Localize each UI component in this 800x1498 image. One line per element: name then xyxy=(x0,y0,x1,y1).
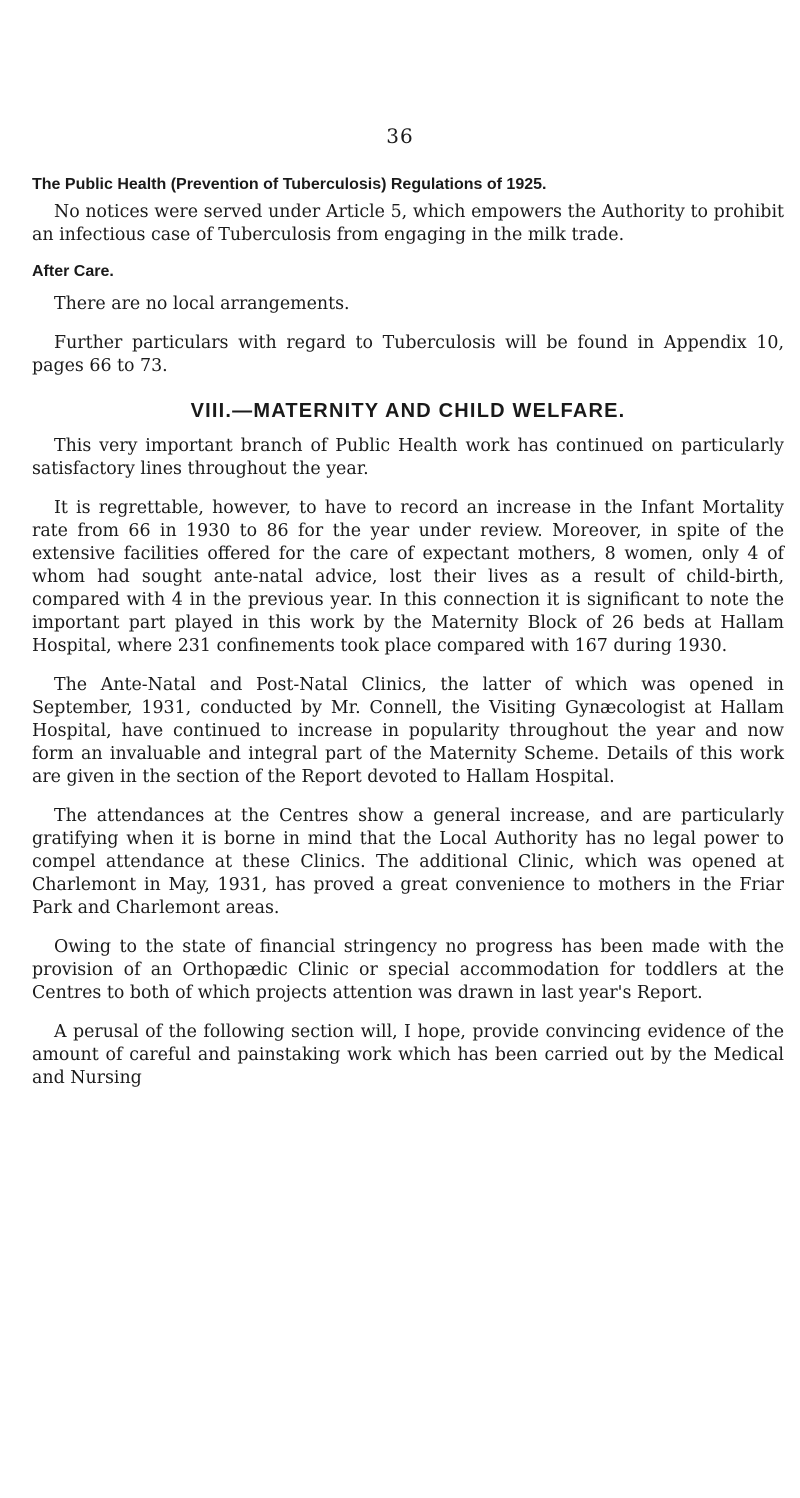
tb-regulations-heading: The Public Health (Prevention of Tuberculosis) Regulations of 1925. xyxy=(32,176,547,193)
maternity-paragraph-2: It is regrettable, however, to have to record an increase in the Infant Mortality rate from 66 in 1930 to 86 for the year under review. Moreover, in spite of the extensive facilities offered for the care of expectant mothers, 8 women, only 4 of whom had sought ante-natal advice, lost their lives as a result of child-birth, compared with 4 in the previous year. In this connection it is significant to note the important part played in this work by the Maternity Block of 26 beds at Hallam Hospital, where 231 confinements took place compared with 167 during 1930. xyxy=(32,498,784,656)
page-number: 36 xyxy=(386,124,414,148)
after-care-paragraph-2: Further particulars with regard to Tuberculosis will be found in Appendix 10, pages 66 to 73. xyxy=(32,333,784,376)
after-care-heading: After Care. xyxy=(32,263,114,280)
maternity-paragraph-3: The Ante-Natal and Post-Natal Clinics, the latter of which was opened in September, 1931, conducted by Mr. Connell, the Visiting Gynæcologist at Hallam Hospital, have continued to increase in popularity throughout the year and now form an invaluable and integral part of the Maternity Scheme. Details of this work are given in the section of the Report devoted to Hallam Hospital. xyxy=(32,675,784,787)
text-column xyxy=(32,166,784,1090)
maternity-paragraph-1: This very important branch of Public Health work has continued on particularly satisfactory lines throughout the year. xyxy=(32,436,784,479)
after-care-paragraph-1: There are no local arrangements. xyxy=(54,294,350,314)
maternity-paragraph-4: The attendances at the Centres show a general increase, and are particularly gratifying when it is borne in mind that the Local Authority has no legal power to compel attendance at these Clinics. The additional Clinic, which was opened at Charlemont in May, 1931, has proved a great convenience to mothers in the Friar Park and Charlemont areas. xyxy=(32,806,784,918)
tb-regulations-paragraph: No notices were served under Article 5, which empowers the Authority to prohibit an infectious case of Tuberculosis from engaging in the milk trade. xyxy=(32,202,784,245)
maternity-paragraph-5: Owing to the state of financial stringency no progress has been made with the provision of an Orthopædic Clinic or special accommodation for toddlers at the Centres to both of which projects attention was drawn in last year's Report. xyxy=(32,937,784,1003)
maternity-paragraph-6: A perusal of the following section will, I hope, provide convincing evidence of the amount of careful and painstaking work which has been carried out by the Medical and Nursing xyxy=(32,1022,784,1088)
maternity-section-title: VIII.—MATERNITY AND CHILD WELFARE. xyxy=(190,400,626,422)
